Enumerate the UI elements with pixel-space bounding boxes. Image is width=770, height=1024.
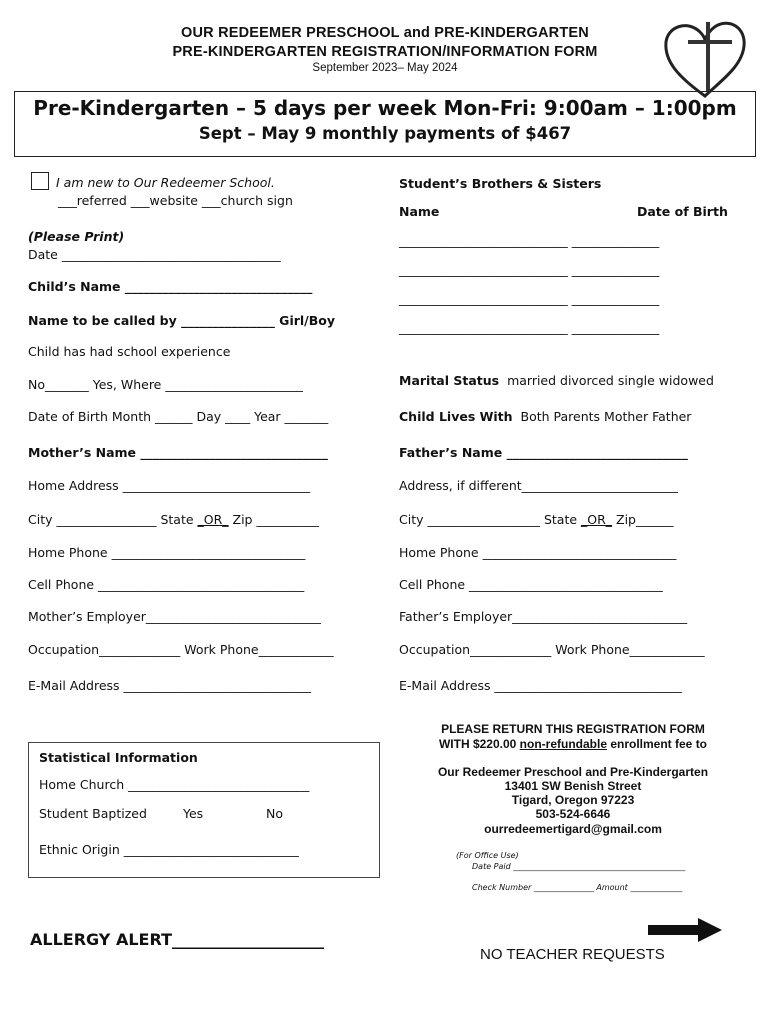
- new-school-label: I am new to Our Redeemer School.: [56, 175, 275, 190]
- city-state-zip-field[interactable]: [28, 512, 319, 527]
- school-year: September 2023– May 2024: [312, 62, 458, 74]
- school-street: 13401 SW Benish Street: [504, 779, 642, 793]
- father-address-field[interactable]: Address, if different_________________________: [399, 478, 678, 493]
- mother-employer-field[interactable]: Mother’s Employer____________________________: [28, 609, 321, 624]
- siblings-dob-header: Date of Birth: [637, 204, 728, 219]
- experience-field[interactable]: No_______ Yes, Where ______________________: [28, 377, 303, 392]
- new-school-checkbox[interactable]: [31, 172, 49, 190]
- school-name: Our Redeemer Preschool and Pre-Kindergarten: [437, 765, 709, 779]
- program-title: Pre-Kindergarten – 5 days per week Mon-Fri: 9:00am – 1:00pm: [33, 96, 737, 120]
- siblings-title: Student’s Brothers & Sisters: [399, 176, 602, 191]
- program-box: [14, 91, 756, 157]
- marital-options[interactable]: married divorced single widowed: [507, 373, 714, 388]
- state-value: _OR_: [197, 512, 229, 527]
- marital-status[interactable]: [399, 373, 714, 388]
- mother-name-field[interactable]: Mother’s Name ______________________________: [28, 445, 328, 460]
- return-line1: PLEASE RETURN THIS REGISTRATION FORM: [441, 722, 705, 736]
- experience-label: Child has had school experience: [28, 344, 231, 359]
- school-email[interactable]: ourredeemertigard@gmail.com: [484, 822, 662, 836]
- date-paid-field[interactable]: Date Paid ___________________________________________: [472, 862, 686, 871]
- home-phone-field[interactable]: Home Phone _______________________________: [28, 545, 306, 560]
- heart-cross-icon: [660, 18, 750, 100]
- father-zip-field[interactable]: Zip______: [612, 512, 674, 527]
- siblings-name-header: Name: [399, 204, 440, 219]
- cell-phone-field[interactable]: Cell Phone _________________________________: [28, 577, 305, 592]
- father-state-value: _OR_: [581, 512, 613, 527]
- sibling-row[interactable]: ___________________________ ______________: [399, 320, 660, 335]
- father-employer-field[interactable]: Father’s Employer____________________________: [399, 609, 688, 624]
- referral-options[interactable]: ___referred ___website ___church sign: [58, 193, 293, 208]
- father-cell-phone-field[interactable]: Cell Phone _______________________________: [399, 577, 663, 592]
- sibling-row[interactable]: ___________________________ ______________: [399, 233, 660, 248]
- child-name-field[interactable]: Child’s Name ______________________________: [28, 279, 313, 294]
- sibling-row[interactable]: ___________________________ ______________: [399, 262, 660, 277]
- arrow-right-icon: [648, 918, 723, 942]
- father-occupation-field[interactable]: Occupation_____________ Work Phone____________: [399, 642, 705, 657]
- home-church-field[interactable]: Home Church _____________________________: [39, 777, 310, 792]
- baptized-yes[interactable]: Yes: [183, 806, 204, 821]
- dob-field[interactable]: Date of Birth Month ______ Day ____ Year _______: [28, 409, 329, 424]
- zip-field[interactable]: Zip __________: [228, 512, 319, 527]
- baptized-label: Student Baptized: [39, 806, 147, 821]
- check-amount-field[interactable]: Check Number _______________ Amount _____________: [472, 883, 683, 892]
- date-field[interactable]: Date ___________________________________: [28, 247, 281, 262]
- sibling-row[interactable]: ___________________________ ______________: [399, 291, 660, 306]
- marital-label: Marital Status: [399, 373, 500, 388]
- statistical-info-box: [28, 742, 380, 878]
- home-address-field[interactable]: Home Address ______________________________: [28, 478, 311, 493]
- return-fee: WITH $220.00: [438, 737, 520, 751]
- stats-title: Statistical Information: [39, 750, 198, 765]
- school-phone: 503-524-6646: [535, 807, 611, 821]
- called-by-field[interactable]: Name to be called by _______________ Girl/Boy: [28, 313, 336, 328]
- form-title: PRE-KINDERGARTEN REGISTRATION/INFORMATION FORM: [172, 44, 598, 60]
- lives-options[interactable]: Both Parents Mother Father: [520, 409, 692, 424]
- no-teacher-requests: NO TEACHER REQUESTS: [480, 946, 665, 963]
- mother-occupation-field[interactable]: Occupation_____________ Work Phone____________: [28, 642, 334, 657]
- lives-label: Child Lives With: [399, 409, 513, 424]
- lives-with[interactable]: [399, 409, 691, 424]
- father-home-phone-field[interactable]: Home Phone _______________________________: [399, 545, 677, 560]
- father-name-field[interactable]: Father’s Name _____________________________: [399, 445, 688, 460]
- school-title: OUR REDEEMER PRESCHOOL and PRE-KINDERGARTEN: [181, 25, 589, 41]
- ethnic-origin-field[interactable]: Ethnic Origin ____________________________: [39, 842, 299, 857]
- baptized-no[interactable]: No: [266, 806, 283, 821]
- father-city-field[interactable]: City __________________ State: [399, 512, 582, 527]
- mother-email-field[interactable]: E-Mail Address ______________________________: [28, 678, 312, 693]
- please-print: (Please Print): [28, 229, 125, 244]
- return-fee-suffix: enrollment fee to: [607, 737, 708, 751]
- return-line2: [398, 737, 748, 751]
- city-field[interactable]: City ________________ State: [28, 512, 198, 527]
- school-city: Tigard, Oregon 97223: [511, 793, 635, 807]
- non-refundable: non-refundable: [519, 737, 607, 751]
- allergy-alert-field[interactable]: ALLERGY ALERT___________________: [30, 930, 324, 949]
- office-use-label: (For Office Use): [456, 851, 519, 860]
- father-city-state-zip-field[interactable]: [399, 512, 674, 527]
- payment-info: Sept – May 9 monthly payments of $467: [198, 124, 572, 143]
- father-email-field[interactable]: E-Mail Address ______________________________: [399, 678, 683, 693]
